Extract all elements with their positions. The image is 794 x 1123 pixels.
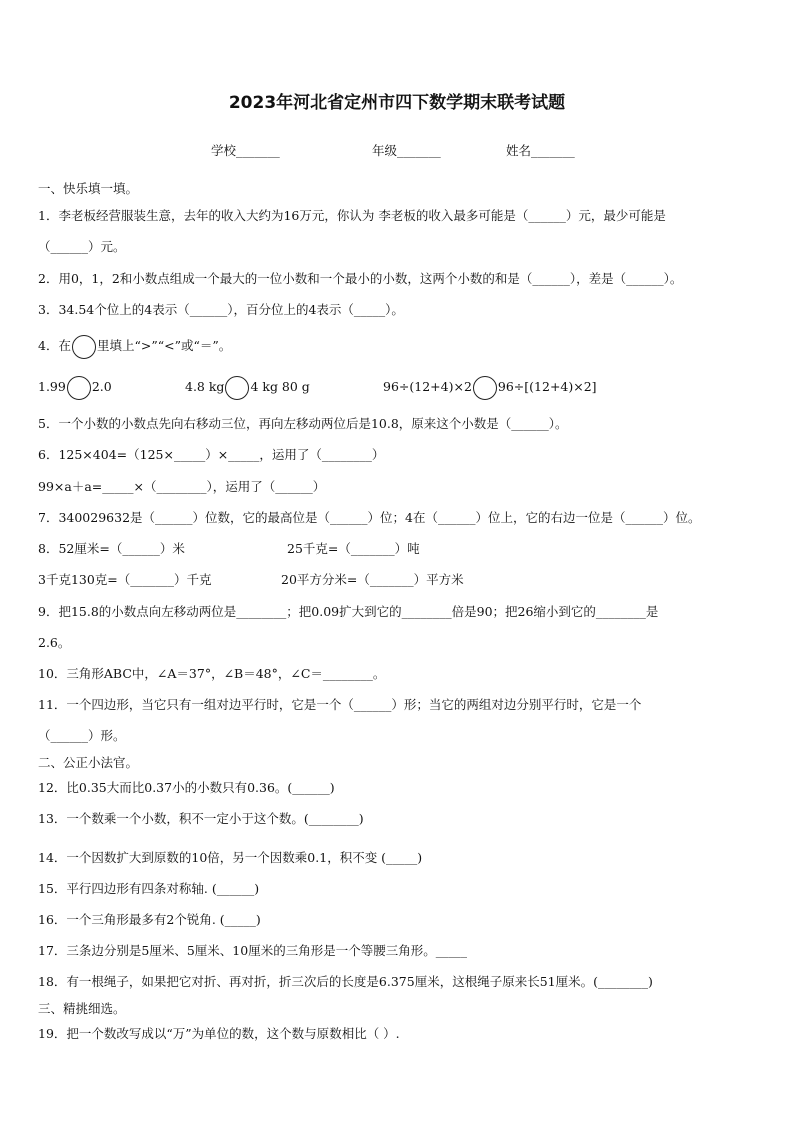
compare-1-right: 2.0: [91, 379, 112, 394]
question-9-line-1: 9．把15.8的小数点向左移动两位是________；把0.09扩大到它的________倍是90；把26缩小到它的________是: [38, 604, 659, 619]
compare-3-left: 96÷(12+4)×2: [383, 379, 472, 394]
question-11-line-1: 11．一个四边形，当它只有一组对边平行时，它是一个（______）形；当它的两组对边分别平行时，它是一个: [38, 697, 642, 712]
question-4-comparisons: [38, 375, 758, 401]
question-8-kilograms: 3千克130克=（_______）千克: [38, 572, 212, 587]
compare-2-left: 4.8 kg: [185, 379, 225, 394]
question-7: 7．340029632是（______）位数，它的最高位是（______）位；4在（______）位上，它的右边一位是（______）位。: [38, 510, 701, 525]
question-8-line-1: [38, 541, 638, 557]
question-19: 19．把一个数改写成以“万”为单位的数，这个数与原数相比（ ）.: [38, 1026, 400, 1041]
question-8-line-2: [38, 572, 638, 588]
question-13: 13．一个数乘一个小数，积不一定小于这个数。(________): [38, 811, 364, 826]
question-8-tons: 25千克=（_______）吨: [287, 541, 420, 556]
page-title: 2023年河北省定州市四下数学期末联考试题: [228, 93, 566, 113]
question-16: 16．一个三角形最多有2个锐角. (_____): [38, 912, 261, 927]
compare-3-circle: [473, 376, 497, 400]
question-6-line-1: 6．125×404=（125×_____）×_____，运用了（________）: [38, 447, 385, 462]
section-heading-3: 三、精挑细选。: [38, 1001, 126, 1016]
compare-3-right: 96÷[(12+4)×2]: [497, 379, 597, 394]
compare-1-circle: [67, 376, 91, 400]
question-4-prefix: 4．在: [38, 338, 71, 353]
compare-2-circle: [225, 376, 249, 400]
section-heading-1: 一、快乐填一填。: [38, 181, 139, 196]
school-field: 学校_______: [211, 143, 280, 158]
question-5: 5．一个小数的小数点先向右移动三位，再向左移动两位后是10.8，原来这个小数是（______）。: [38, 416, 568, 431]
compare-2-right: 4 kg 80 g: [250, 379, 310, 394]
question-8-square-meters: 20平方分米=（_______）平方米: [281, 572, 464, 587]
question-14: 14．一个因数扩大到原数的10倍，另一个因数乘0.1，积不变 (_____): [38, 850, 423, 865]
name-field: 姓名_______: [506, 143, 575, 158]
question-4-suffix: 里填上“>”“<”或“＝”。: [96, 338, 232, 353]
question-1-line-2: （______）元。: [38, 239, 126, 254]
question-4: [38, 334, 231, 359]
question-9-line-2: 2.6。: [38, 635, 71, 650]
question-1-line-1: 1．李老板经营服装生意，去年的收入大约为16万元，你认为 李老板的收入最多可能是（______）元，最少可能是: [38, 208, 666, 223]
question-10: 10．三角形ABC中，∠A＝37°，∠B＝48°，∠C＝________。: [38, 666, 386, 681]
question-2: 2．用0，1，2和小数点组成一个最大的一位小数和一个最小的小数，这两个小数的和是（______），差是（______）。: [38, 271, 683, 286]
question-11-line-2: （______）形。: [38, 728, 126, 743]
question-12: 12．比0.35大而比0.37小的小数只有0.36。(______): [38, 780, 335, 795]
compare-1-left: 1.99: [38, 379, 66, 394]
question-6-line-2: 99×a＋a=_____×（________），运用了（______）: [38, 479, 326, 494]
question-18: 18．有一根绳子，如果把它对折、再对折，折三次后的长度是6.375厘米，这根绳子原来长51厘米。(________): [38, 974, 653, 989]
question-3: 3．34.54个位上的4表示（______），百分位上的4表示（_____）。: [38, 302, 404, 317]
question-15: 15．平行四边形有四条对称轴. (______): [38, 881, 260, 896]
question-8-meters: 8．52厘米=（______）米: [38, 541, 185, 556]
grade-field: 年级_______: [372, 143, 441, 158]
comparison-circle: [72, 335, 96, 359]
section-heading-2: 二、公正小法官。: [38, 755, 139, 770]
question-17: 17．三条边分别是5厘米、5厘米、10厘米的三角形是一个等腰三角形。_____: [38, 943, 467, 958]
